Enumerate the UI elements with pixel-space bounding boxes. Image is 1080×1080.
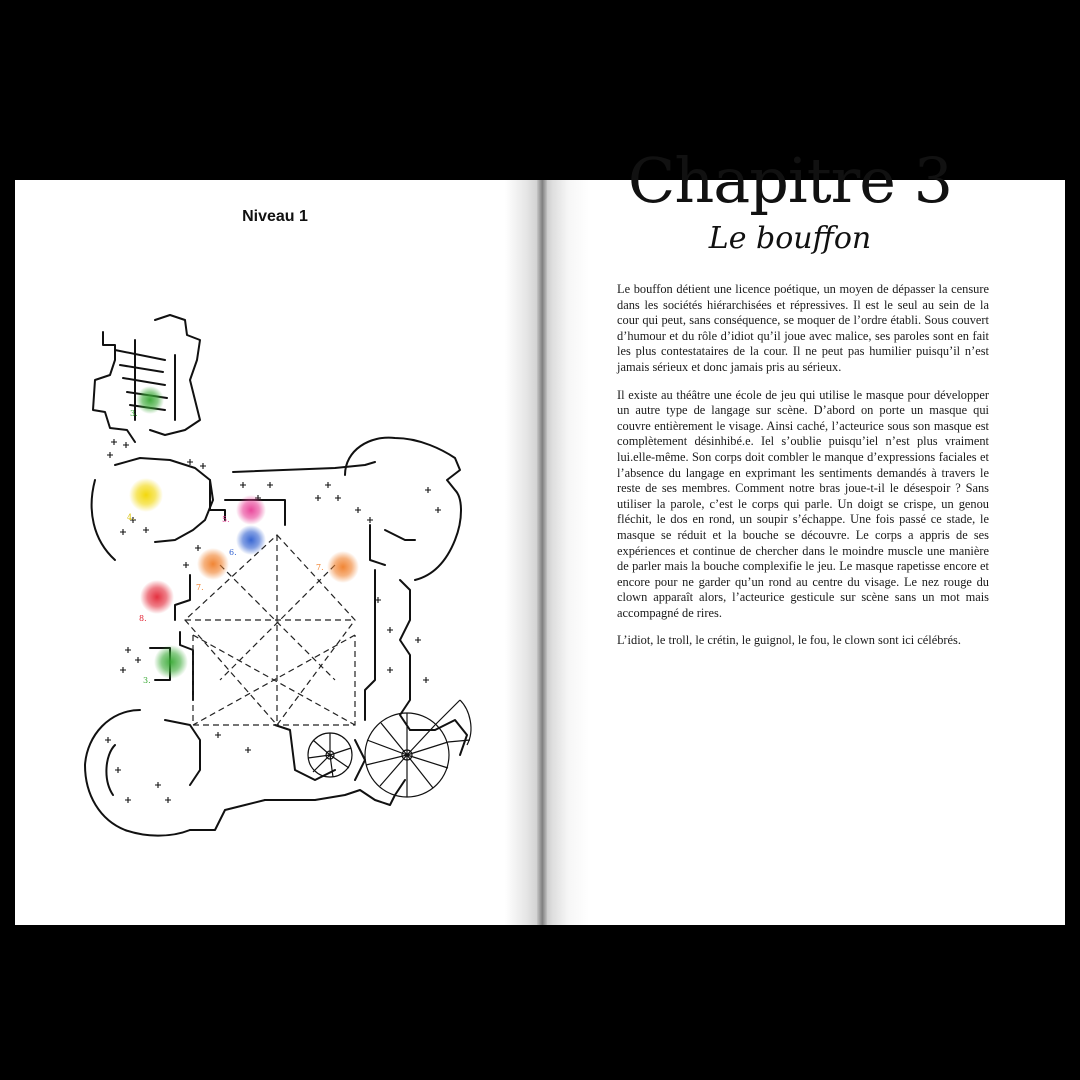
paragraph-3: L’idiot, le troll, le crétin, le guignol, le fou, le clown sont ici célébrés. bbox=[617, 633, 961, 648]
marker-label-7-right: 7. bbox=[316, 563, 324, 572]
chapter-title: Chapitre 3 bbox=[627, 144, 953, 217]
marker-dot-6-blue bbox=[236, 525, 266, 555]
chapter-subtitle: Le bouffon bbox=[708, 221, 872, 256]
marker-dot-7-orange-right bbox=[327, 551, 359, 583]
marker-label-7: 7. bbox=[196, 583, 204, 592]
level-title: Niveau 1 bbox=[242, 208, 308, 225]
paragraph-2: Il existe au théâtre une école de jeu qui utilise le masque pour développer un autre type de langage sur scène. D’abord on porte un masque qui couvre entièrement le visage. Ainsi caché, l’acteurice sous son masque est complètement désinhibé.e. Iel s’oublie puisqu’iel n’est plus vraiment lui.elle-même. Son corps doit combler le manque d’expressions faciales et l’absence du langage en exprimant les sentiments demandés à travers le reste de ses membres. Comment notre bras joue-t-il le désespoir ? Sans utiliser la parole, c’est le corps qui parle. Un doigt se crispe, un genou fléchit, le dos en rond, un soupir s’échappe. Une fois passé ce stade, le masque se réduit et la bouche se découvre. Le corps a appris de ses expériences et continue de chercher dans le moindre muscle une manière de parler mais la bouche complexifie le jeu. Le masque rapetisse encore et encore pour ne garder qu’un rond au centre du visage. Le nez rouge du clown apparaît alors, l’acteurice gesticule sur scène sans un mot mais accompagné de rires. bbox=[617, 387, 989, 620]
marker-dot-3-green-lower bbox=[154, 645, 188, 679]
book-gutter bbox=[537, 180, 547, 925]
marker-dot-8-red bbox=[140, 580, 174, 614]
marker-label-4: 4. bbox=[127, 513, 135, 522]
marker-label-6: 6. bbox=[229, 548, 237, 557]
location-markers bbox=[127, 386, 359, 685]
marker-label-8: 8. bbox=[139, 614, 147, 623]
marker-label-3-lower: 3. bbox=[143, 676, 151, 685]
marker-label-3: 3. bbox=[130, 409, 138, 418]
paragraph-1: Le bouffon détient une licence poétique, un moyen de dépasser la censure dans les sociétés hiérarchisées et répressives. Il est le seul au sein de la cour qui peut, sans conséquence, se moquer de l’ordre établi. Sous couvert d’humour et du rôle d’idiot qu’il joue avec malice, ses paroles sont en fait les plus contestataires de la cour. Il ne peut pas humilier puisqu’il n’est jamais sérieux et donc jamais pris au sérieux. bbox=[617, 282, 989, 374]
marker-dot-4-yellow bbox=[129, 478, 163, 512]
marker-dot-3-green bbox=[136, 386, 164, 414]
chapter-body bbox=[617, 282, 989, 661]
marker-dot-5-pink bbox=[236, 495, 266, 525]
castle-floor-plan bbox=[15, 180, 542, 925]
left-page bbox=[15, 180, 542, 925]
marker-dot-7-orange bbox=[197, 548, 229, 580]
marker-label-5: 5. bbox=[222, 515, 230, 524]
